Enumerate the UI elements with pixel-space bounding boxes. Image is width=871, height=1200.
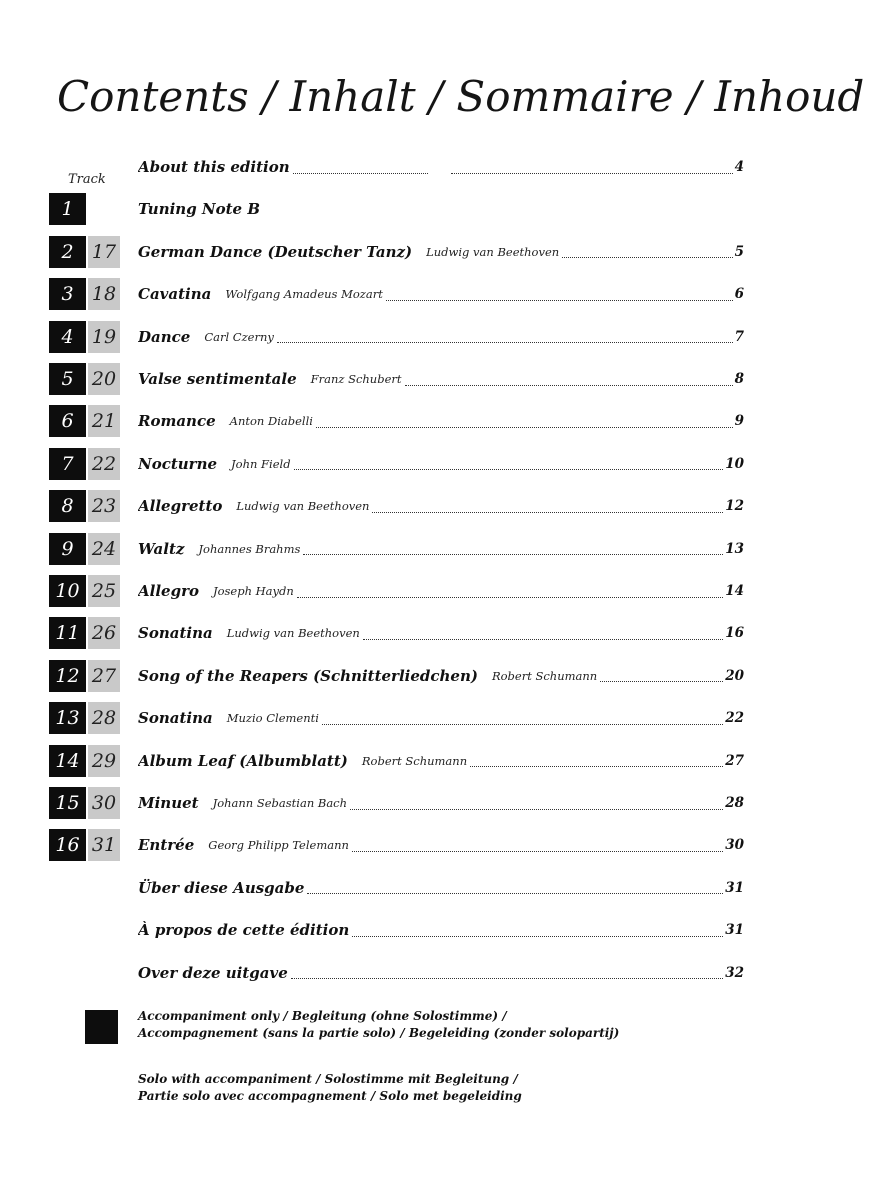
dot-leader xyxy=(303,554,723,555)
track-solo-number: 25 xyxy=(88,575,120,607)
piece-title: Waltz xyxy=(138,539,185,558)
page-number: 31 xyxy=(725,879,744,896)
page-number: 9 xyxy=(734,413,744,430)
piece-title: Valse sentimentale xyxy=(138,370,297,388)
piece-title: Sonatina xyxy=(138,624,213,643)
page-number: 10 xyxy=(725,455,744,472)
legend-accompaniment-line2: Accompagnement (sans la partie solo) / Begeleiding (zonder solopartij) xyxy=(138,1026,620,1040)
toc-entry xyxy=(138,277,744,311)
page-number: 12 xyxy=(725,498,744,515)
dot-leader xyxy=(470,766,723,767)
toc-row xyxy=(0,362,871,396)
page-number: 7 xyxy=(734,328,744,345)
piece-title: German Dance (Deutscher Tanz) xyxy=(138,242,413,261)
page-number: 5 xyxy=(734,243,744,260)
piece-title: Over deze uitgave xyxy=(138,963,288,982)
toc-entry xyxy=(138,150,744,184)
toc-row xyxy=(0,956,871,990)
piece-title: Nocturne xyxy=(138,454,218,473)
page-number: 4 xyxy=(734,159,744,175)
toc-row xyxy=(0,532,871,566)
dot-leader xyxy=(451,173,733,174)
toc-row xyxy=(0,489,871,523)
dot-leader xyxy=(600,681,723,682)
piece-title: Dance xyxy=(138,327,191,346)
toc-row xyxy=(0,320,871,354)
dot-leader xyxy=(277,342,733,343)
piece-title: Cavatina xyxy=(138,285,212,304)
page-number: 32 xyxy=(725,964,744,981)
toc-row xyxy=(0,616,871,650)
page-number: 22 xyxy=(725,710,744,727)
page-number: 6 xyxy=(734,286,744,303)
toc-row xyxy=(0,150,871,184)
track-solo-number: 17 xyxy=(88,236,120,268)
toc-entry xyxy=(138,659,744,693)
toc-row xyxy=(0,659,871,693)
toc-entry xyxy=(138,744,744,778)
piece-title: Entrée xyxy=(138,836,195,855)
toc-entry xyxy=(138,320,744,354)
track-accompaniment-number: 7 xyxy=(49,448,86,480)
composer-name: John Field xyxy=(231,456,291,471)
composer-name: Georg Philipp Telemann xyxy=(208,838,349,853)
track-solo-number: 23 xyxy=(88,490,120,522)
track-solo-number: 21 xyxy=(88,405,120,437)
toc-entry xyxy=(138,701,744,735)
toc-row xyxy=(0,235,871,269)
track-solo-number: 26 xyxy=(88,617,120,649)
page-number: 13 xyxy=(725,540,744,557)
composer-name: Anton Diabelli xyxy=(229,414,313,429)
dot-leader xyxy=(352,936,723,937)
legend-solo-line2: Partie solo avec accompagnement / Solo met begeleiding xyxy=(138,1089,522,1103)
toc-entry xyxy=(138,828,744,862)
toc-row xyxy=(0,744,871,778)
page-number: 8 xyxy=(734,371,744,387)
track-accompaniment-number: 10 xyxy=(49,575,86,607)
track-solo-number: 29 xyxy=(88,745,120,777)
toc-entry xyxy=(138,489,744,523)
piece-title: Allegro xyxy=(138,582,199,600)
composer-name: Carl Czerny xyxy=(204,329,274,344)
track-solo-number: 18 xyxy=(88,278,120,310)
toc-entry xyxy=(138,871,744,905)
dot-leader xyxy=(291,978,723,979)
track-accompaniment-number: 3 xyxy=(49,278,86,310)
dot-leader xyxy=(405,385,733,386)
track-accompaniment-number: 5 xyxy=(49,363,86,395)
piece-title: Tuning Note B xyxy=(138,200,260,219)
piece-title: About this edition xyxy=(138,158,290,176)
track-column-header: Track xyxy=(68,172,106,187)
dot-leader xyxy=(322,724,723,725)
dot-leader xyxy=(350,809,723,810)
toc-entry xyxy=(138,404,744,438)
page-title: Contents / Inhalt / Sommaire / Inhoud xyxy=(57,72,865,121)
page-number: 27 xyxy=(725,752,744,769)
page-number: 28 xyxy=(725,795,744,811)
toc-entry xyxy=(138,616,744,650)
piece-title: Minuet xyxy=(138,794,199,812)
legend-solo-line1: Solo with accompaniment / Solostimme mit Begleitung / xyxy=(138,1072,518,1086)
toc-row xyxy=(0,828,871,862)
page-number: 20 xyxy=(725,667,744,684)
composer-name: Robert Schumann xyxy=(491,668,598,683)
composer-name: Muzio Clementi xyxy=(226,711,319,726)
composer-name: Wolfgang Amadeus Mozart xyxy=(225,287,383,302)
track-accompaniment-number: 14 xyxy=(49,745,86,777)
legend-accompaniment-line1: Accompaniment only / Begleitung (ohne Solostimme) / xyxy=(138,1009,507,1023)
toc-entry xyxy=(138,235,744,269)
track-accompaniment-number: 12 xyxy=(49,660,86,692)
dot-leader xyxy=(363,639,723,640)
accompaniment-only-swatch xyxy=(85,1010,118,1044)
composer-name: Joseph Haydn xyxy=(212,584,294,598)
track-solo-number: 30 xyxy=(88,787,120,819)
track-accompaniment-number: 13 xyxy=(49,702,86,734)
page-number: 30 xyxy=(725,837,744,854)
track-solo-number: 22 xyxy=(88,448,120,480)
composer-name: Ludwig van Beethoven xyxy=(226,626,360,641)
toc-row xyxy=(0,871,871,905)
track-accompaniment-number: 8 xyxy=(49,490,86,522)
toc-entry xyxy=(138,362,744,396)
dot-leader xyxy=(307,893,723,894)
toc-entry xyxy=(138,192,744,226)
track-solo-number: 28 xyxy=(88,702,120,734)
piece-title: Romance xyxy=(138,412,216,431)
track-accompaniment-number: 15 xyxy=(49,787,86,819)
toc-row xyxy=(0,192,871,226)
dot-leader xyxy=(316,427,733,428)
dot-leader xyxy=(386,300,733,301)
piece-title: Album Leaf (Albumblatt) xyxy=(138,751,348,770)
toc-row xyxy=(0,913,871,947)
track-solo-number: 24 xyxy=(88,533,120,565)
toc-row xyxy=(0,701,871,735)
dot-leader xyxy=(372,512,723,513)
track-accompaniment-number: 2 xyxy=(49,236,86,268)
track-accompaniment-number: 4 xyxy=(49,321,86,353)
track-solo-number: 31 xyxy=(88,829,120,861)
piece-title: Über diese Ausgabe xyxy=(138,878,305,897)
toc-row xyxy=(0,574,871,608)
composer-name: Johann Sebastian Bach xyxy=(212,796,348,810)
toc-entry xyxy=(138,786,744,820)
toc-entry xyxy=(138,574,744,608)
track-accompaniment-number: 6 xyxy=(49,405,86,437)
dot-leader xyxy=(352,851,723,852)
toc-entry xyxy=(138,913,744,947)
page-number: 31 xyxy=(725,922,744,939)
toc-entry xyxy=(138,532,744,566)
dot-leader xyxy=(297,597,723,598)
toc-row xyxy=(0,404,871,438)
page-number: 16 xyxy=(725,625,744,642)
piece-title: Song of the Reapers (Schnitterliedchen) xyxy=(138,666,478,685)
dot-leader xyxy=(293,173,428,174)
toc-row xyxy=(0,447,871,481)
composer-name: Robert Schumann xyxy=(361,753,468,768)
piece-title: Allegretto xyxy=(138,497,223,516)
track-accompaniment-number: 9 xyxy=(49,533,86,565)
toc-entry xyxy=(138,956,744,990)
toc-entry xyxy=(138,447,744,481)
dot-leader xyxy=(294,469,724,470)
track-solo-number: 27 xyxy=(88,660,120,692)
track-accompaniment-number: 16 xyxy=(49,829,86,861)
track-solo-number: 19 xyxy=(88,321,120,353)
composer-name: Franz Schubert xyxy=(310,372,402,386)
dot-leader xyxy=(562,257,732,258)
page-number: 14 xyxy=(725,583,744,599)
toc-row xyxy=(0,277,871,311)
composer-name: Johannes Brahms xyxy=(198,541,301,556)
track-accompaniment-number: 11 xyxy=(49,617,86,649)
track-solo-number: 20 xyxy=(88,363,120,395)
composer-name: Ludwig van Beethoven xyxy=(236,499,370,514)
piece-title: Sonatina xyxy=(138,709,213,728)
track-accompaniment-number: 1 xyxy=(49,193,86,225)
composer-name: Ludwig van Beethoven xyxy=(426,244,560,259)
piece-title: À propos de cette édition xyxy=(138,921,350,940)
toc-row xyxy=(0,786,871,820)
